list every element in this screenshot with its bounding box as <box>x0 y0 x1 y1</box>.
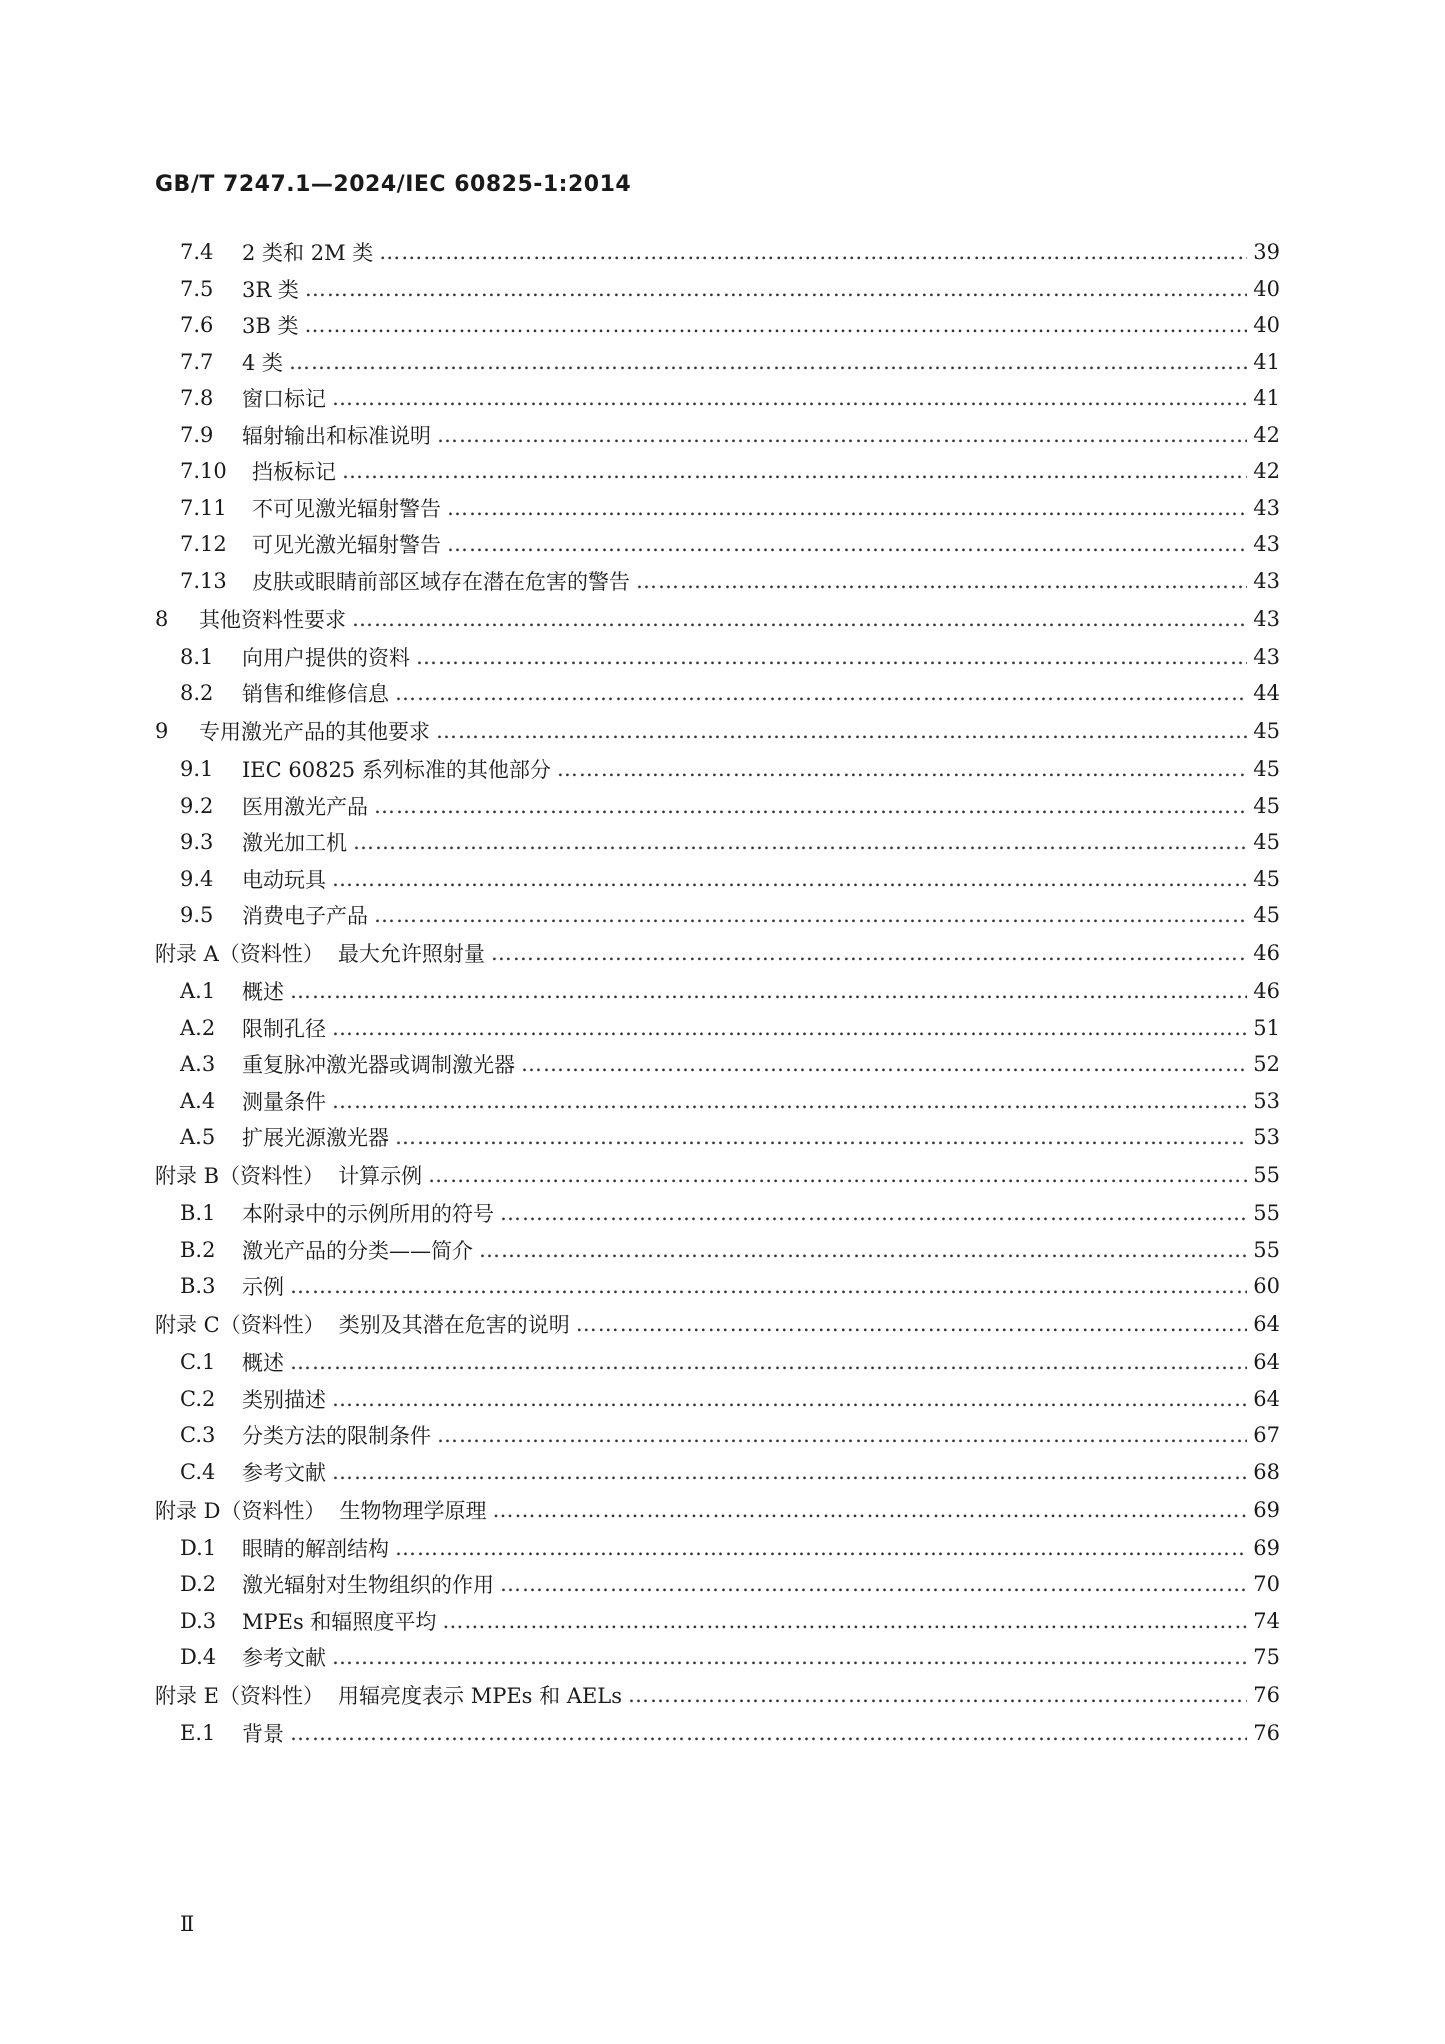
toc-chapter-entry[interactable] <box>155 714 1280 748</box>
toc-dot-leader <box>447 532 1247 556</box>
toc-section-entry[interactable] <box>180 1640 1280 1674</box>
toc-section-entry[interactable] <box>180 1567 1280 1601</box>
toc-dot-leader <box>521 1052 1247 1076</box>
toc-entry-number: 9.5 <box>180 903 214 927</box>
toc-section-entry[interactable] <box>180 1418 1280 1452</box>
toc-entry-number: D.3 <box>180 1608 217 1633</box>
toc-entry-number: 7.4 <box>180 240 214 264</box>
toc-entry-page: 42 <box>1253 422 1280 447</box>
toc-dot-leader <box>442 1609 1247 1633</box>
toc-entry-number: C.3 <box>180 1423 216 1447</box>
toc-entry-title: 扩展光源激光器 <box>242 1126 389 1150</box>
toc-entry-number: 附录 E（资料性） <box>155 1684 325 1708</box>
toc-entry-page: 69 <box>1253 1535 1280 1560</box>
toc-chapter-entry[interactable] <box>155 936 1280 970</box>
toc-entry-title: 皮肤或眼睛前部区域存在潜在危害的警告 <box>252 569 630 594</box>
toc-entry-page: 76 <box>1253 1683 1280 1707</box>
toc-entry-title: 本附录中的示例所用的符号 <box>242 1202 494 1226</box>
toc-entry-number: 7.11 <box>180 495 227 520</box>
toc-section-entry[interactable] <box>180 308 1280 342</box>
toc-entry-title: 辐射输出和标准说明 <box>242 423 431 448</box>
toc-entry-title: 窗口标记 <box>242 387 326 411</box>
toc-entry-title: 眼睛的解剖结构 <box>242 1536 389 1561</box>
toc-section-entry[interactable] <box>180 564 1280 598</box>
toc-entry-page: 53 <box>1253 1125 1280 1149</box>
toc-dot-leader <box>290 1721 1247 1745</box>
toc-section-entry[interactable] <box>180 1269 1280 1303</box>
toc-section-entry[interactable] <box>180 1716 1280 1750</box>
toc-entry-page: 46 <box>1253 979 1280 1003</box>
toc-dot-leader <box>342 459 1247 483</box>
toc-entry-title: 激光辐射对生物组织的作用 <box>242 1573 494 1597</box>
toc-dot-leader <box>436 719 1247 743</box>
toc-section-entry[interactable] <box>180 1382 1280 1416</box>
toc-dot-leader <box>290 1350 1247 1374</box>
toc-section-entry[interactable] <box>180 345 1280 379</box>
toc-entry-title: 激光加工机 <box>242 831 347 855</box>
toc-section-entry[interactable] <box>180 640 1280 674</box>
toc-entry-page: 75 <box>1253 1645 1280 1669</box>
toc-entry-page: 45 <box>1253 866 1280 891</box>
toc-entry-number: 9.4 <box>180 866 214 891</box>
toc-entry-page: 41 <box>1253 386 1280 410</box>
toc-entry-title: 4 类 <box>242 350 284 375</box>
toc-entry-number: 7.6 <box>180 313 214 337</box>
toc-entry-title: IEC 60825 系列标准的其他部分 <box>242 758 551 782</box>
toc-entry-title: 向用户提供的资料 <box>242 645 410 670</box>
toc-dot-leader <box>447 496 1247 520</box>
toc-entry-title: 其他资料性要求 <box>199 607 346 632</box>
toc-entry-title: 参考文献 <box>242 1460 326 1485</box>
toc-section-entry[interactable] <box>180 1196 1280 1230</box>
toc-chapter-entry[interactable] <box>155 1158 1280 1192</box>
toc-dot-leader <box>437 1423 1247 1447</box>
toc-dot-leader <box>493 1498 1248 1522</box>
toc-section-entry[interactable] <box>180 825 1280 859</box>
toc-entry-number: B.2 <box>180 1237 216 1262</box>
toc-chapter-entry[interactable] <box>155 1493 1280 1527</box>
toc-entry-number: 附录 B（资料性） <box>155 1164 325 1188</box>
toc-entry-title: 可见光激光辐射警告 <box>252 533 441 557</box>
toc-entry-number: 7.13 <box>180 568 227 593</box>
toc-dot-leader <box>332 386 1247 410</box>
toc-entry-page: 46 <box>1253 941 1280 965</box>
toc-dot-leader <box>332 1645 1247 1669</box>
toc-dot-leader <box>332 867 1247 891</box>
toc-entry-page: 40 <box>1253 276 1280 301</box>
toc-dot-leader <box>636 569 1247 593</box>
toc-dot-leader <box>332 1387 1247 1411</box>
toc-section-entry[interactable] <box>180 272 1280 306</box>
toc-entry-page: 64 <box>1253 1350 1280 1374</box>
toc-entry-title: 不可见激光辐射警告 <box>252 496 441 521</box>
toc-dot-leader <box>428 1163 1247 1187</box>
toc-entry-title: 重复脉冲激光器或调制激光器 <box>242 1053 515 1077</box>
toc-section-entry[interactable] <box>180 862 1280 896</box>
toc-entry-title: 2 类和 2M 类 <box>242 241 374 265</box>
toc-section-entry[interactable] <box>180 1120 1280 1154</box>
toc-section-entry[interactable] <box>180 676 1280 710</box>
toc-entry-title: 示例 <box>242 1275 284 1299</box>
toc-entry-page: 43 <box>1253 568 1280 593</box>
toc-entry-number: 附录 C（资料性） <box>155 1313 325 1337</box>
toc-chapter-entry[interactable] <box>155 602 1280 636</box>
toc-entry-page: 44 <box>1253 681 1280 705</box>
toc-entry-number: A.4 <box>180 1088 216 1113</box>
toc-entry-page: 74 <box>1253 1608 1280 1633</box>
toc-entry-title: 概述 <box>242 1351 284 1375</box>
toc-entry-number: 7.10 <box>180 459 227 483</box>
toc-dot-leader <box>395 1125 1247 1149</box>
toc-dot-leader <box>304 313 1247 337</box>
toc-section-entry[interactable] <box>180 1084 1280 1118</box>
toc-section-entry[interactable] <box>180 527 1280 561</box>
toc-entry-title: 测量条件 <box>242 1089 326 1114</box>
toc-entry-page: 45 <box>1253 719 1280 743</box>
toc-entry-number: A.3 <box>180 1052 216 1076</box>
toc-entry-number: D.4 <box>180 1645 217 1669</box>
toc-dot-leader <box>576 1312 1248 1336</box>
toc-entry-title: 挡板标记 <box>252 460 336 484</box>
toc-entry-page: 69 <box>1253 1497 1280 1522</box>
toc-chapter-entry[interactable] <box>155 1307 1280 1341</box>
toc-entry-title: 消费电子产品 <box>242 904 368 928</box>
toc-entry-title: 销售和维修信息 <box>242 682 389 706</box>
toc-entry-page: 70 <box>1253 1572 1280 1596</box>
toc-entry-number: 附录 A（资料性） <box>155 942 324 966</box>
toc-entry-page: 68 <box>1253 1459 1280 1484</box>
toc-entry-page: 39 <box>1253 240 1280 264</box>
page-number-footer: Ⅱ <box>180 1912 195 1936</box>
toc-entry-title: 3B 类 <box>242 314 299 338</box>
toc-entry-title: 限制孔径 <box>242 1016 326 1041</box>
toc-section-entry[interactable] <box>180 235 1280 269</box>
toc-entry-number: 9 <box>155 719 169 743</box>
toc-entry-page: 45 <box>1253 830 1280 854</box>
toc-entry-title: 参考文献 <box>242 1646 326 1670</box>
toc-entry-page: 53 <box>1253 1088 1280 1113</box>
toc-entry-page: 43 <box>1253 495 1280 520</box>
toc-entry-page: 45 <box>1253 757 1280 781</box>
toc-entry-page: 64 <box>1253 1386 1280 1411</box>
toc-entry-page: 55 <box>1253 1163 1280 1187</box>
toc-entry-page: 76 <box>1253 1721 1280 1745</box>
toc-dot-leader <box>491 941 1247 965</box>
toc-section-entry[interactable] <box>180 974 1280 1008</box>
toc-section-entry[interactable] <box>180 1531 1280 1565</box>
toc-entry-number: 9.1 <box>180 757 214 781</box>
toc-entry-title: 3R 类 <box>242 277 299 302</box>
toc-entry-page: 43 <box>1253 644 1280 669</box>
toc-entry-page: 41 <box>1253 349 1280 374</box>
toc-entry-number: B.3 <box>180 1274 216 1298</box>
toc-dot-leader <box>379 240 1247 264</box>
toc-dot-leader <box>332 1089 1247 1113</box>
toc-entry-page: 55 <box>1253 1201 1280 1225</box>
toc-dot-leader <box>374 794 1247 818</box>
toc-dot-leader <box>332 1016 1247 1040</box>
toc-section-entry[interactable] <box>180 789 1280 823</box>
toc-entry-number: B.1 <box>180 1201 216 1225</box>
toc-entry-title: 概述 <box>242 980 284 1004</box>
toc-section-entry[interactable] <box>180 1233 1280 1267</box>
toc-entry-page: 42 <box>1253 459 1280 483</box>
toc-section-entry[interactable] <box>180 1604 1280 1638</box>
toc-entry-number: C.1 <box>180 1350 216 1374</box>
toc-dot-leader <box>290 1274 1247 1298</box>
toc-dot-leader <box>352 607 1247 631</box>
toc-section-entry[interactable] <box>180 418 1280 452</box>
toc-entry-page: 45 <box>1253 903 1280 927</box>
toc-entry-title: 类别描述 <box>242 1387 326 1412</box>
toc-dot-leader <box>289 350 1247 374</box>
toc-dot-leader <box>395 1536 1247 1560</box>
toc-dot-leader <box>500 1201 1247 1225</box>
toc-section-entry[interactable] <box>180 752 1280 786</box>
toc-entry-title: 生物物理学原理 <box>339 1498 487 1523</box>
toc-entry-number: C.2 <box>180 1386 216 1411</box>
toc-dot-leader <box>305 277 1247 301</box>
toc-entry-number: 9.2 <box>180 793 214 818</box>
toc-entry-page: 43 <box>1253 606 1280 631</box>
toc-chapter-entry[interactable] <box>155 1678 1280 1712</box>
toc-entry-number: 7.8 <box>180 386 214 410</box>
toc-section-entry[interactable] <box>180 491 1280 525</box>
toc-entry-number: 7.5 <box>180 276 214 301</box>
toc-dot-leader <box>500 1572 1247 1596</box>
toc-entry-title: 分类方法的限制条件 <box>242 1424 431 1448</box>
toc-entry-page: 60 <box>1253 1274 1280 1298</box>
toc-entry-number: 附录 D（资料性） <box>155 1498 326 1523</box>
toc-dot-leader <box>416 645 1247 669</box>
toc-entry-page: 55 <box>1253 1237 1280 1262</box>
toc-section-entry[interactable] <box>180 1345 1280 1379</box>
toc-entry-title: 最大允许照射量 <box>337 942 485 966</box>
toc-entry-page: 43 <box>1253 532 1280 556</box>
toc-entry-title: 医用激光产品 <box>242 794 368 819</box>
toc-entry-page: 51 <box>1253 1015 1280 1040</box>
toc-entry-number: D.2 <box>180 1572 217 1596</box>
toc-entry-page: 67 <box>1253 1423 1280 1447</box>
toc-entry-number: 7.9 <box>180 422 214 447</box>
toc-dot-leader <box>332 1460 1247 1484</box>
toc-entry-title: MPEs 和辐照度平均 <box>242 1609 437 1634</box>
toc-entry-title: 电动玩具 <box>242 867 326 892</box>
toc-dot-leader <box>557 757 1247 781</box>
toc-entry-number: A.5 <box>180 1125 216 1149</box>
toc-entry-title: 专用激光产品的其他要求 <box>199 720 430 744</box>
toc-section-entry[interactable] <box>180 898 1280 932</box>
toc-entry-page: 40 <box>1253 313 1280 337</box>
toc-section-entry[interactable] <box>180 381 1280 415</box>
toc-dot-leader <box>479 1238 1247 1262</box>
toc-entry-number: E.1 <box>180 1721 216 1745</box>
toc-entry-title: 激光产品的分类——简介 <box>242 1238 473 1263</box>
toc-entry-number: D.1 <box>180 1535 217 1560</box>
toc-entry-page: 64 <box>1253 1312 1280 1336</box>
standard-header: GB/T 7247.1—2024/IEC 60825-1:2014 <box>155 172 632 197</box>
toc-entry-number: 8.2 <box>180 681 214 705</box>
toc-dot-leader <box>437 423 1247 447</box>
toc-entry-title: 计算示例 <box>338 1164 423 1188</box>
toc-dot-leader <box>628 1683 1247 1707</box>
toc-entry-title: 用辐亮度表示 MPEs 和 AELs <box>338 1684 622 1708</box>
toc-section-entry[interactable] <box>180 1011 1280 1045</box>
toc-entry-number: A.2 <box>180 1015 216 1040</box>
toc-entry-number: 7.7 <box>180 349 214 374</box>
toc-entry-number: A.1 <box>180 979 216 1003</box>
toc-entry-title: 类别及其潜在危害的说明 <box>338 1313 570 1337</box>
toc-entry-title: 背景 <box>242 1722 284 1746</box>
toc-entry-number: 9.3 <box>180 830 214 854</box>
toc-entry-page: 52 <box>1253 1052 1280 1076</box>
toc-entry-page: 45 <box>1253 793 1280 818</box>
toc-entry-number: 7.12 <box>180 532 227 556</box>
toc-entry-number: 8 <box>155 606 169 631</box>
toc-section-entry[interactable] <box>180 454 1280 488</box>
toc-section-entry[interactable] <box>180 1047 1280 1081</box>
toc-dot-leader <box>374 903 1247 927</box>
toc-dot-leader <box>395 681 1247 705</box>
toc-dot-leader <box>353 830 1247 854</box>
toc-entry-number: 8.1 <box>180 644 214 669</box>
toc-section-entry[interactable] <box>180 1455 1280 1489</box>
toc-dot-leader <box>290 979 1247 1003</box>
toc-entry-number: C.4 <box>180 1459 216 1484</box>
